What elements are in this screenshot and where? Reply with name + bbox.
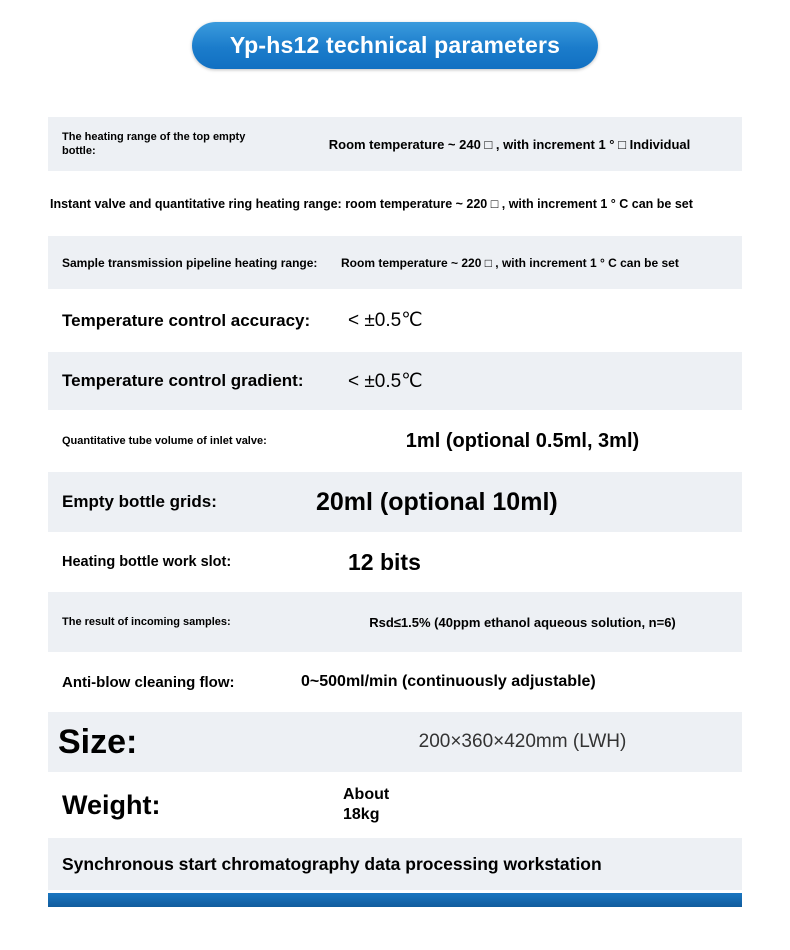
row-weight	[48, 772, 742, 838]
spec-value: < ±0.5℃	[348, 370, 423, 392]
spec-label: Size:	[58, 722, 138, 761]
row-pipeline-heating-range	[48, 236, 742, 289]
spec-value: Synchronous start chromatography data processing workstation	[62, 853, 602, 874]
spec-value: Rsd≤1.5% (40ppm ethanol aqueous solution, n=6)	[369, 614, 676, 630]
spec-label: Temperature control gradient:	[62, 371, 304, 390]
row-valve-ring-heating-range	[48, 171, 742, 236]
row-heating-range-top-bottle	[48, 117, 742, 171]
weight-value-line2: 18kg	[343, 806, 380, 823]
spec-label: Sample transmission pipeline heating range:	[62, 255, 318, 270]
spec-value: < ±0.5℃	[348, 310, 423, 331]
page-title: Yp-hs12 technical parameters	[192, 22, 598, 69]
spec-label: The heating range of the top empty bottle:	[62, 130, 246, 157]
spec-value: 12 bits	[348, 548, 421, 575]
spec-label: Temperature control accuracy:	[62, 310, 311, 330]
row-temperature-accuracy	[48, 289, 742, 352]
header	[0, 0, 790, 69]
row-empty-bottle-grids	[48, 472, 742, 532]
footer-accent-bar	[48, 893, 742, 907]
row-size	[48, 712, 742, 772]
spec-value: 20ml (optional 10ml)	[316, 487, 558, 516]
spec-label: The result of incoming samples:	[62, 616, 231, 628]
row-temperature-gradient	[48, 352, 742, 410]
spec-value: 1ml (optional 0.5ml, 3ml)	[405, 429, 640, 452]
spec-value	[303, 785, 389, 825]
row-inlet-valve-tube-volume	[48, 410, 742, 472]
spec-label: Anti-blow cleaning flow:	[62, 673, 235, 691]
spec-label: Weight:	[62, 789, 161, 820]
spec-value: 0~500ml/min (continuously adjustable)	[301, 673, 596, 690]
weight-value-line1: About	[343, 786, 390, 803]
spec-value: Room temperature ~ 220 □ , with increment 1 ° C can be set	[341, 255, 679, 270]
spec-value: Room temperature ~ 240 □ , with increment 1 ° □ Individual	[328, 136, 691, 152]
spec-label: Empty bottle grids:	[62, 492, 217, 511]
row-incoming-samples-result	[48, 592, 742, 652]
spec-label: Quantitative tube volume of inlet valve:	[62, 435, 267, 447]
spec-label: Heating bottle work slot:	[62, 554, 232, 570]
spec-value: 200×360×420mm (LWH)	[418, 731, 627, 752]
row-workstation-note	[48, 838, 742, 890]
row-anti-blow-cleaning-flow	[48, 652, 742, 712]
spec-value: Instant valve and quantitative ring heating range: room temperature ~ 220 □ , with increment 1 ° C can be set	[50, 196, 693, 211]
spec-table	[48, 117, 742, 890]
row-heating-bottle-work-slot	[48, 532, 742, 592]
